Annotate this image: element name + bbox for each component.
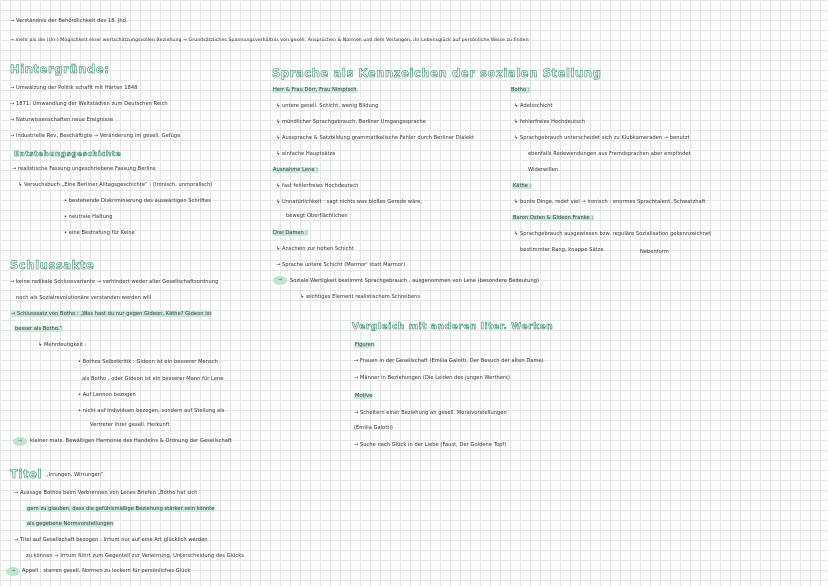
list-item	[272, 87, 358, 94]
list-item: • nicht auf Individuen bezogen, sondern auf Stellung als	[78, 408, 225, 414]
list-item: (Emilia Galotti)	[354, 425, 393, 431]
list-item: → Männer in Beziehungen (Die Leiden des jungen Werthers)	[354, 375, 510, 381]
list-item: • eine Bestrafung für Keine	[64, 230, 135, 236]
list-item: ↳ fast fehlerfreies Hochdeutsch	[276, 183, 359, 189]
highlight: besser als Botho.“	[15, 326, 63, 332]
list-item: • Auf Lennon bezogen	[78, 392, 136, 398]
highlight: Figuren	[355, 342, 375, 348]
highlight: Ausnahme Lene :	[273, 167, 318, 173]
heading-hintergruende: Hintergründe:	[10, 62, 110, 76]
list-item: → Industrielle Rev, Beschäftigte → Veränderung im gesell. Gefüge	[10, 133, 181, 139]
list-item: noch als Sozialrevolutionäre verstanden werden will	[16, 295, 152, 301]
heading-vergleich: Vergleich mit anderen liter. Werken	[352, 322, 554, 332]
list-item: ↳ Aussprache & Satzbildung grammatikalische Fehler durch Berliner Dialekt	[276, 135, 475, 141]
list-item: ↳ Sprachgebrauch unterscheidet sich zu Klubkameraden → benutzt	[514, 135, 690, 141]
list-item: → Umwälzung der Politik schafft mit Härten 1848	[10, 85, 138, 91]
heading-titel: Titel	[10, 467, 43, 481]
list-item: → Sprache untere Schicht (Marmor' statt Marmor)	[276, 262, 406, 268]
list-item: ↳ bunte Dinge, redet viel → ironisch : enormes Sprachtalent, Schwatzhaft	[514, 199, 706, 205]
list-item	[26, 506, 215, 513]
list-item: ↳ Unnatürlichkeit : sagt nichts was bloßes Gerede wäre,	[276, 199, 423, 205]
list-item: Appell : starren gesell. Normen zu lockern für persönliches Glück	[22, 568, 191, 574]
list-item: • Bothos Selbstkritik : Gideon ist ein besserer Mensch	[78, 359, 218, 365]
list-item: ↳ mündlicher Sprachgebrauch, Berliner Umgangssprache	[276, 119, 426, 125]
list-item	[272, 230, 308, 237]
list-item	[26, 521, 114, 528]
list-item: → Scheitern einer Beziehung an gesell. Moralvorstellungen	[354, 410, 507, 416]
list-item: • bestehende Diskriminierung des auswärtigen Schriftes	[64, 198, 211, 204]
arrow-bullet-icon: →	[273, 276, 287, 285]
list-item: ↳ Versuchsbuch „Eine Berliner Alltagsgeschichte“ : (Ironisch, unmoralisch)	[18, 182, 213, 188]
list-item: Vertreter ihrer gesell. Herkunft	[90, 422, 170, 428]
highlight: Drei Damen :	[273, 230, 308, 236]
list-item: → Naturwissenschaften neue Ereignisse	[10, 117, 114, 123]
list-item: Soziale Wertigkeit bestimmt Sprachgebrauch , ausgenommen von Lene (besondere Bedeutung)	[290, 278, 540, 284]
list-item: • neutrale Haltung	[64, 214, 113, 220]
list-item: zu können → Irrtum führt zum Gegenteil zur Verwirrung, Unterscheidung des Glücks	[26, 553, 244, 559]
list-item	[512, 215, 594, 222]
list-item	[272, 167, 319, 174]
list-item	[512, 183, 532, 190]
highlight: Botho :	[511, 87, 530, 93]
list-item: Nebenform	[640, 249, 669, 255]
highlight: Käthe :	[513, 183, 532, 189]
list-item: ↳ wichtiges Element realistischem Schreibens	[300, 294, 421, 300]
highlight: Baron Osten & Gideon Franke :	[513, 215, 594, 221]
list-item: Widerwillen	[528, 167, 559, 173]
list-item: ↳ Adelsschicht	[514, 103, 553, 109]
highlight: Motive	[355, 393, 373, 399]
list-item	[354, 342, 375, 349]
list-item	[10, 311, 212, 318]
list-item	[510, 87, 531, 94]
list-item: → Frauen in der Gesellschaft (Emilia Galotti, Der Besuch der alten Dame)	[354, 358, 544, 364]
list-item: ↳ einfache Hauptsätze	[276, 151, 336, 157]
intro-line: → mehr als die (Un-) Möglichkeit einer wertschätzungsvollen Beziehung → Grundsätzliches Spannungsverhältnis von gesell. Ansprüchen & Normen und dem Verlangen, ihr Lebensglück auf persönliche Weise zu finden	[10, 38, 529, 43]
list-item: → realistische Fassung ungeschriebene Fassung Berlins	[12, 166, 156, 172]
list-item: → Titel auf Gesellschaft bezogen : Irrtum nur auf eine Art glücklich werden	[14, 537, 208, 543]
highlight: Herr & Frau Dörr, Frau Nimptsch	[273, 87, 357, 93]
list-item: → 1871: Umwandlung der Weltstädten zum Deutschen Reich	[10, 101, 168, 107]
list-item: → Suche nach Glück in der Liebe (Faust, Der Goldene Topf)	[354, 442, 507, 448]
heading-sprache: Sprache als Kennzeichen der sozialen Stellung	[272, 66, 602, 80]
heading-schlussakte: Schlussakte	[10, 258, 95, 272]
list-item: → keine radikale Schlussvariante → verhindert weder aller Gesellschaftsordnung	[10, 279, 219, 285]
titel-subtitle: „Irrungen, Wirrungen“	[46, 472, 104, 478]
list-item: ↳ Sprachgebrauch ausgewiesen bzw. reguläre Sozialisation gekennzeichnet	[514, 231, 712, 237]
intro-line: → Verständnis der Behördlichkeit des 18. Jhd.	[10, 18, 128, 24]
list-item: bestimmter Rang, knappe Sätze	[520, 247, 604, 253]
arrow-bullet-icon: →	[13, 437, 27, 446]
heading-entstehungsgeschichte: Entstehungsgeschichte	[14, 149, 122, 158]
list-item	[14, 326, 63, 333]
highlight: → Schlusssatz von Botho : „Was hast du nur gegen Gideon, Käthe? Gideon ist	[11, 311, 212, 317]
arrow-bullet-icon: →	[6, 567, 20, 576]
highlight: als gegebene Normvorstellungen	[27, 521, 114, 527]
list-item: kleiner mats. Bewältigen Harmonie des Handelns & Ordnung der Gesellschaft	[30, 438, 232, 444]
list-item	[354, 393, 373, 400]
list-item: ↳ Mehrdeutigkeit :	[38, 342, 87, 348]
list-item: ebenfalls Redewendungen aus Fremdsprachen aber empfindet	[528, 151, 691, 157]
highlight: gern zu glauben, dass die gefühlsmäßige Beziehung stärker sein könnte	[27, 506, 215, 512]
list-item: ↳ Anschein zur hohen Schicht	[276, 246, 354, 252]
list-item: ↳ fehlerfreies Hochdeutsch	[514, 119, 585, 125]
list-item: bewegt Oberflächlichen	[286, 213, 348, 219]
list-item: → Aussage Bothos beim Verbrennen von Lenes Briefen „Botho hat sich	[14, 490, 198, 496]
list-item: als Botho , oder Gideon ist ein besserer Mann für Lene	[82, 376, 224, 382]
list-item: ↳ untere gesell. Schicht, wenig Bildung	[276, 103, 379, 109]
